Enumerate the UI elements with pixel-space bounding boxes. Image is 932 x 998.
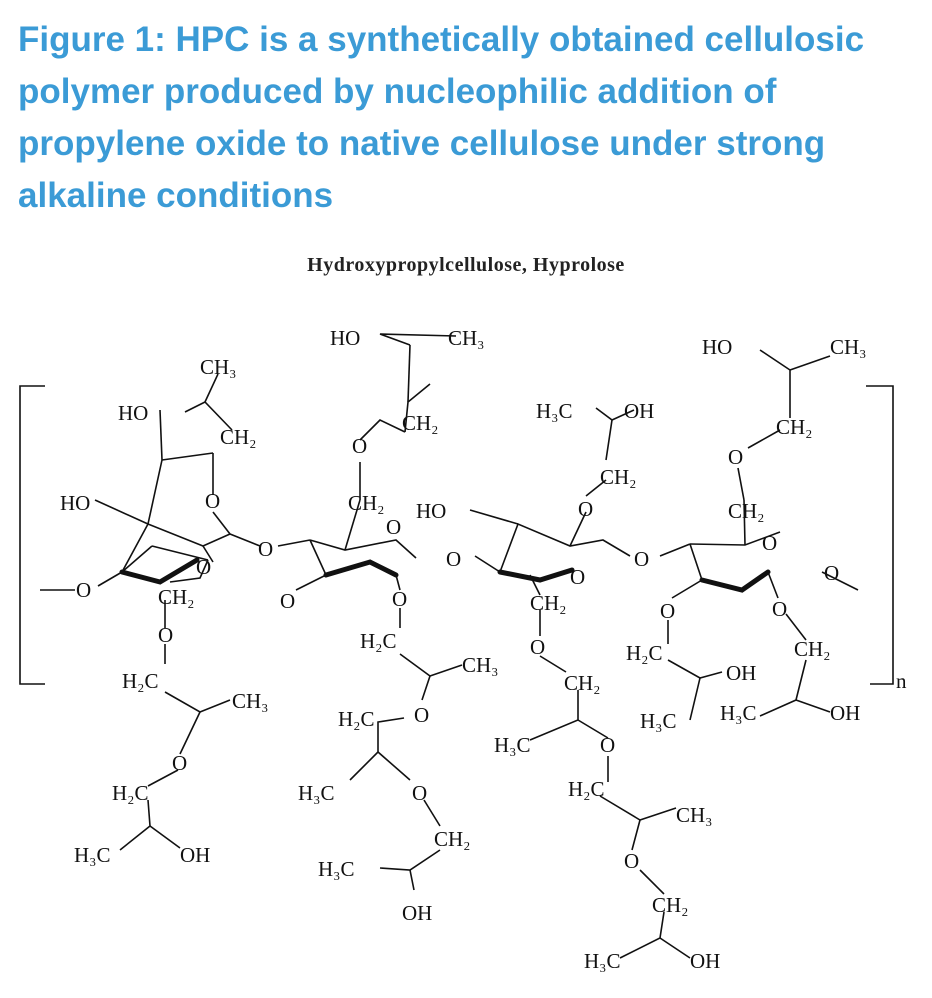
left-bracket <box>20 386 45 684</box>
label-ch2: CH₂ <box>564 671 601 695</box>
label-ho: HO <box>702 335 733 359</box>
repeat-n-label: n <box>896 669 907 693</box>
label-ch3: CH₃ <box>462 653 499 677</box>
label-o: O <box>386 515 402 539</box>
label-oh: OH <box>690 949 721 973</box>
label-o: O <box>660 599 676 623</box>
label-ch2: CH₂ <box>402 411 439 435</box>
label-ho: HO <box>330 326 361 350</box>
label-o: O <box>634 547 650 571</box>
label-h3c: H₃C <box>720 701 757 725</box>
label-o: O <box>530 635 546 659</box>
label-h2c: H₂C <box>112 781 149 805</box>
label-o: O <box>196 555 212 579</box>
figure-caption: Figure 1: HPC is a synthetically obtained cellulosic polymer produced by nucleophilic addition of propylene oxide to native cellulose under strong alkaline conditions <box>18 20 865 215</box>
label-ch3: CH₃ <box>200 355 237 379</box>
label-h2c: H₂C <box>122 669 159 693</box>
right-bracket <box>866 386 893 684</box>
label-ho: HO <box>118 401 149 425</box>
label-ch2: CH₂ <box>158 585 195 609</box>
label-o: O <box>728 445 744 469</box>
label-o: O <box>570 565 586 589</box>
label-o: O <box>205 489 221 513</box>
label-h3c: H₃C <box>74 843 111 867</box>
label-ch2: CH₂ <box>728 499 765 523</box>
ring-front-bonds <box>122 560 768 590</box>
label-o: O <box>824 561 840 585</box>
label-o: O <box>414 703 430 727</box>
label-ch3: CH₃ <box>232 689 269 713</box>
label-o: O <box>76 578 92 602</box>
label-o: O <box>762 531 778 555</box>
label-oh: OH <box>402 901 433 925</box>
label-ch2: CH₂ <box>530 591 567 615</box>
label-ch3: CH₃ <box>676 803 713 827</box>
label-o: O <box>280 589 296 613</box>
label-h3c: H₃C <box>640 709 677 733</box>
label-ch2: CH₂ <box>434 827 471 851</box>
label-o: O <box>352 434 368 458</box>
label-ch2: CH₂ <box>652 893 689 917</box>
structure-title: Hydroxypropylcellulose, Hyprolose <box>307 254 625 276</box>
label-o: O <box>258 537 274 561</box>
label-ho: HO <box>416 499 447 523</box>
label-o: O <box>578 497 594 521</box>
label-h2c: H₂C <box>338 707 375 731</box>
label-ch2: CH₂ <box>348 491 385 515</box>
label-oh: OH <box>624 399 655 423</box>
label-o: O <box>158 623 174 647</box>
label-ch2: CH₂ <box>220 425 257 449</box>
label-o: O <box>600 733 616 757</box>
label-oh: OH <box>180 843 211 867</box>
label-ch2: CH₂ <box>776 415 813 439</box>
label-h3c: H₃C <box>584 949 621 973</box>
label-o: O <box>392 587 408 611</box>
label-ch2: CH₂ <box>600 465 637 489</box>
label-h3c: H₃C <box>494 733 531 757</box>
label-ch3: CH₃ <box>448 326 485 350</box>
label-o: O <box>772 597 788 621</box>
label-oh: OH <box>726 661 757 685</box>
label-h3c: H₃C <box>318 857 355 881</box>
label-o: O <box>172 751 188 775</box>
label-o: O <box>446 547 462 571</box>
atom-labels <box>60 326 907 973</box>
label-ch2: CH₂ <box>794 637 831 661</box>
label-h3c: H₃C <box>298 781 335 805</box>
label-oh: OH <box>830 701 861 725</box>
label-h3c: H₃C <box>536 399 573 423</box>
label-h2c: H₂C <box>626 641 663 665</box>
label-ch3: CH₃ <box>830 335 867 359</box>
label-o: O <box>624 849 640 873</box>
label-ho: HO <box>60 491 91 515</box>
label-h2c: H₂C <box>568 777 605 801</box>
label-o: O <box>412 781 428 805</box>
label-h2c: H₂C <box>360 629 397 653</box>
